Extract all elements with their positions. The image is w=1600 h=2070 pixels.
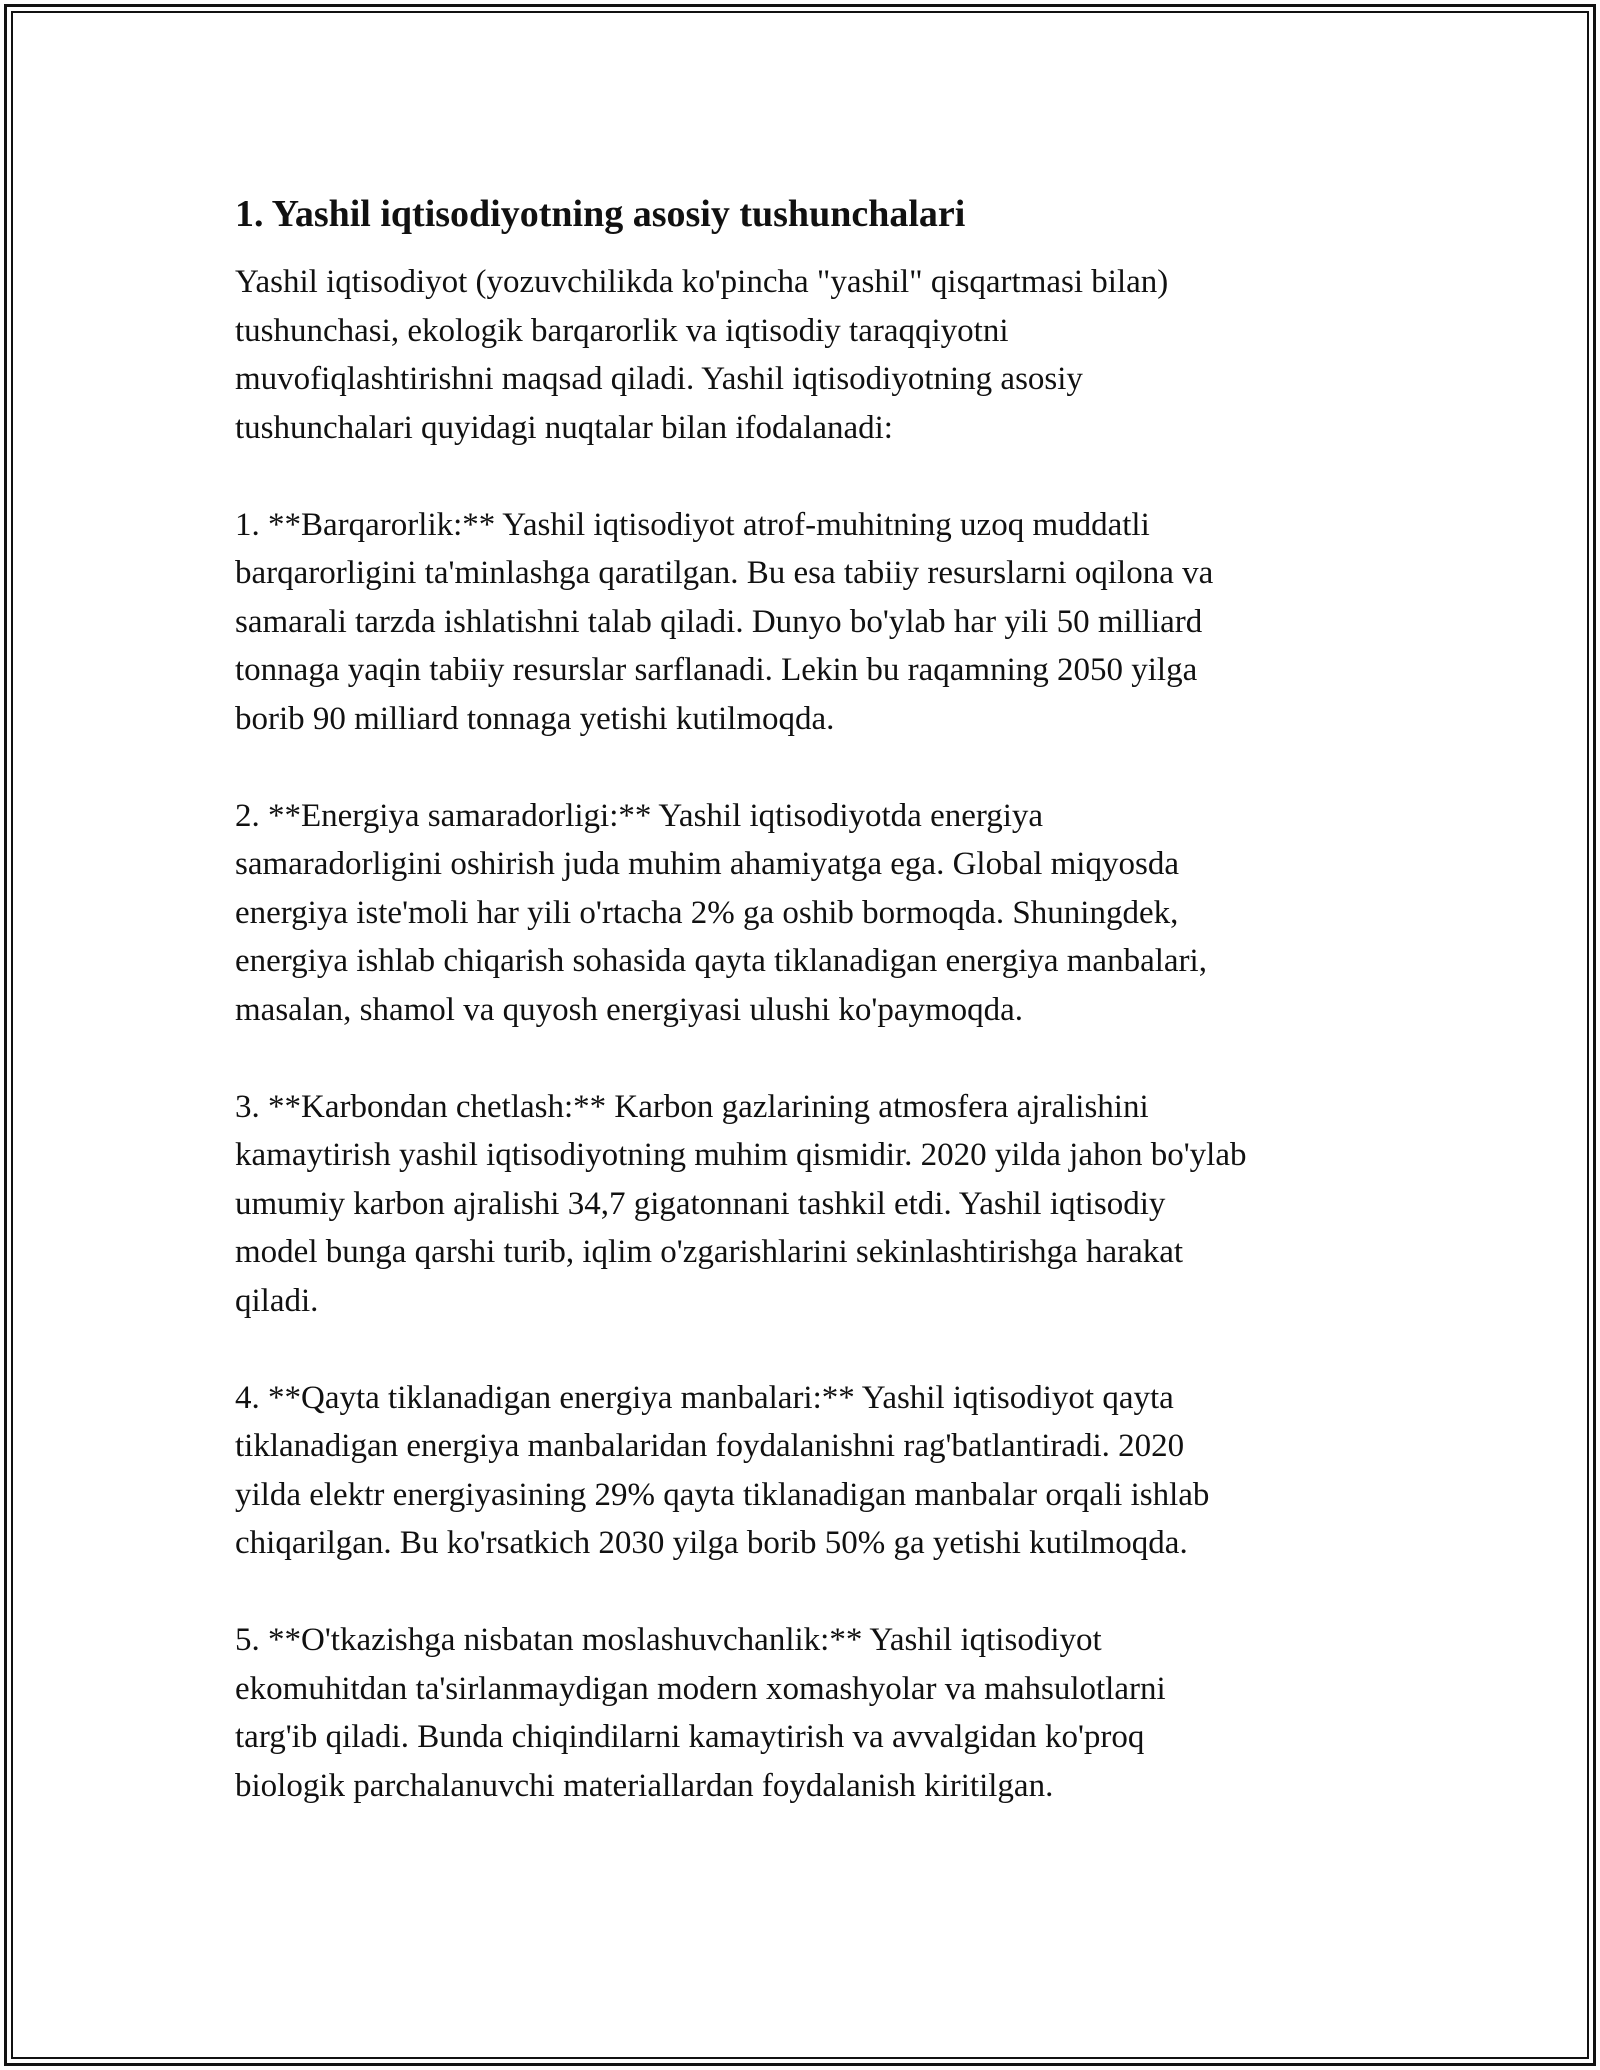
text-line: biologik parchalanuvchi materiallardan foydalanish kiritilgan. <box>235 1767 1054 1804</box>
text-line: barqarorligini ta'minlashga qaratilgan. Bu esa tabiiy resurslarni oqilona va <box>235 555 1214 591</box>
document-content <box>235 188 1375 1810</box>
text-line: muvofiqlashtirishni maqsad qiladi. Yashil iqtisodiyotning asosiy <box>235 361 1083 397</box>
text-line: ekomuhitdan ta'sirlanmaydigan modern xomashyolar va mahsulotlarni <box>235 1670 1166 1707</box>
text-line: kamaytirish yashil iqtisodiyotning muhim qismidir. 2020 yilda jahon bo'ylab <box>235 1137 1247 1173</box>
text-line: tonnaga yaqin tabiiy resurslar sarflanadi. Lekin bu raqamning 2050 yilga <box>235 652 1198 688</box>
text-line: samarali tarzda ishlatishni talab qiladi. Dunyo bo'ylab har yili 50 milliard <box>235 603 1203 640</box>
text-line: 3. **Karbondan chetlash:** Karbon gazlarining atmosfera ajralishini <box>235 1088 1149 1125</box>
text-line: tiklanadigan energiya manbalaridan foydalanishni rag'batlantiradi. 2020 <box>235 1428 1185 1464</box>
text-line: targ'ib qiladi. Bunda chiqindilarni kamaytirish va avvalgidan ko'proq <box>235 1719 1145 1755</box>
text-line: energiya ishlab chiqarish sohasida qayta tiklanadigan energiya manbalari, <box>235 943 1207 979</box>
text-line: tushunchalari quyidagi nuqtalar bilan ifodalanadi: <box>235 409 893 446</box>
text-line: qiladi. <box>235 1282 319 1319</box>
text-line: samaradorligini oshirish juda muhim ahamiyatga ega. Global miqyosda <box>235 846 1179 882</box>
text-line: umumiy karbon ajralishi 34,7 gigatonnani tashkil etdi. Yashil iqtisodiy <box>235 1185 1166 1222</box>
section-body <box>235 258 1375 1810</box>
text-line: yilda elektr energiyasining 29% qayta tiklanadigan manbalar orqali ishlab <box>235 1476 1210 1513</box>
text-line: 4. **Qayta tiklanadigan energiya manbalari:** Yashil iqtisodiyot qayta <box>235 1379 1174 1416</box>
text-line: chiqarilgan. Bu ko'rsatkich 2030 yilga borib 50% ga yetishi kutilmoqda. <box>235 1525 1188 1561</box>
text-line: model bunga qarshi turib, iqlim o'zgarishlarini sekinlashtirishga harakat <box>235 1234 1184 1270</box>
text-line: 1. **Barqarorlik:** Yashil iqtisodiyot atrof-muhitning uzoq muddatli <box>235 506 1150 543</box>
section-heading: 1. Yashil iqtisodiyotning asosiy tushunchalari <box>235 193 966 235</box>
text-line: 2. **Energiya samaradorligi:** Yashil iqtisodiyotda energiya <box>235 797 1044 834</box>
text-line: tushunchasi, ekologik barqarorlik va iqtisodiy taraqqiyotni <box>235 312 1009 349</box>
text-line: borib 90 milliard tonnaga yetishi kutilmoqda. <box>235 700 835 737</box>
text-line: 5. **O'tkazishga nisbatan moslashuvchanlik:** Yashil iqtisodiyot <box>235 1622 1102 1658</box>
text-line: Yashil iqtisodiyot (yozuvchilikda ko'pincha "yashil" qisqartmasi bilan) <box>235 264 1169 300</box>
text-line: energiya iste'moli har yili o'rtacha 2% ga oshib bormoqda. Shuningdek, <box>235 894 1179 931</box>
text-line: masalan, shamol va quyosh energiyasi ulushi ko'paymoqda. <box>235 991 1024 1028</box>
